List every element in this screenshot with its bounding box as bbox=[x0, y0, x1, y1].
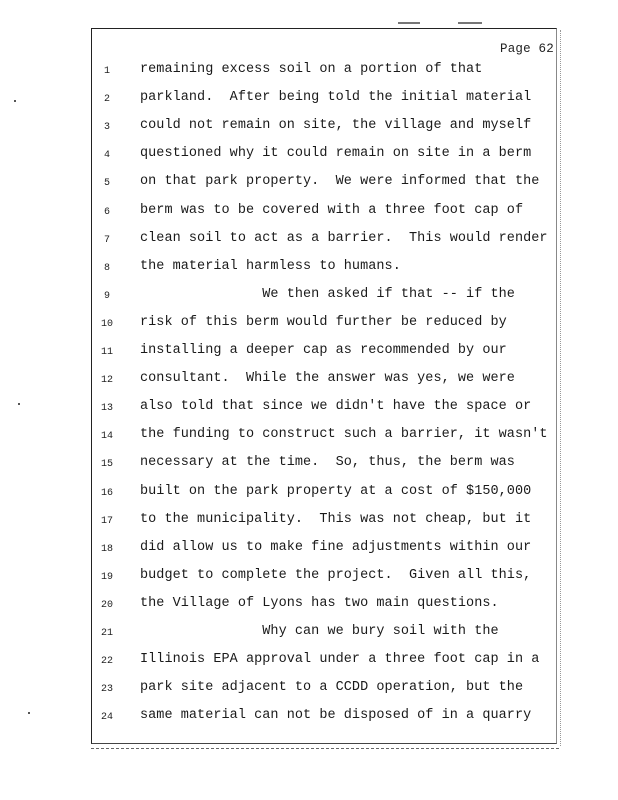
transcript-line bbox=[0, 455, 618, 475]
transcript-line bbox=[0, 371, 618, 391]
line-number: 11 bbox=[100, 347, 113, 358]
line-text: on that park property. We were informed that the bbox=[140, 174, 540, 190]
line-text: clean soil to act as a barrier. This would render bbox=[140, 230, 548, 246]
line-text: budget to complete the project. Given all this, bbox=[140, 567, 532, 583]
transcript-line bbox=[0, 174, 618, 194]
line-number: 20 bbox=[100, 599, 113, 611]
line-number: 24 bbox=[100, 712, 113, 724]
transcript-line bbox=[0, 484, 618, 504]
line-text: the funding to construct such a barrier, it wasn't bbox=[140, 427, 548, 443]
line-number: 13 bbox=[100, 403, 113, 415]
scan-mark-top-left bbox=[398, 22, 420, 24]
transcript-line bbox=[0, 399, 618, 419]
transcript-line bbox=[0, 90, 618, 110]
transcript-line bbox=[0, 680, 618, 700]
transcript-line bbox=[0, 62, 618, 82]
line-text: questioned why it could remain on site in a berm bbox=[140, 146, 532, 162]
line-number: 14 bbox=[100, 431, 113, 443]
line-number: 22 bbox=[100, 656, 113, 668]
transcript-line bbox=[0, 343, 618, 363]
transcript-line bbox=[0, 652, 618, 672]
line-number: 21 bbox=[100, 628, 113, 639]
line-number: 23 bbox=[100, 684, 113, 696]
line-number: 16 bbox=[100, 487, 113, 499]
line-text: We then asked if that -- if the bbox=[140, 286, 515, 302]
line-text: parkland. After being told the initial material bbox=[140, 90, 532, 106]
transcript-line bbox=[0, 512, 618, 532]
line-text: did allow us to make fine adjustments within our bbox=[140, 539, 532, 555]
line-text: same material can not be disposed of in a quarry bbox=[140, 708, 532, 724]
page-bottom-rule bbox=[91, 748, 559, 749]
line-text: built on the park property at a cost of $150,000 bbox=[140, 483, 532, 499]
line-text: the material harmless to humans. bbox=[140, 258, 401, 274]
transcript-line bbox=[0, 596, 618, 616]
line-number: 7 bbox=[103, 234, 110, 246]
line-text: Why can we bury soil with the bbox=[140, 624, 499, 639]
line-number: 4 bbox=[103, 150, 110, 162]
line-number: 2 bbox=[103, 94, 110, 106]
line-text: the Village of Lyons has two main questions. bbox=[140, 595, 499, 611]
line-text: risk of this berm would further be reduced by bbox=[140, 314, 507, 330]
line-number: 17 bbox=[100, 515, 113, 527]
line-number: 1 bbox=[103, 66, 110, 77]
line-text: necessary at the time. So, thus, the berm was bbox=[140, 455, 515, 471]
line-number: 18 bbox=[100, 543, 113, 555]
line-number: 8 bbox=[103, 262, 110, 274]
line-text: park site adjacent to a CCDD operation, but the bbox=[140, 680, 524, 696]
line-text: to the municipality. This was not cheap, but it bbox=[140, 511, 532, 527]
line-number: 15 bbox=[100, 459, 113, 471]
transcript-line bbox=[0, 568, 618, 588]
line-text: berm was to be covered with a three foot cap of bbox=[140, 202, 524, 218]
line-text: Illinois EPA approval under a three foot cap in a bbox=[140, 652, 540, 668]
transcript-line bbox=[0, 287, 618, 307]
line-text: installing a deeper cap as recommended by our bbox=[140, 343, 507, 358]
transcript-line bbox=[0, 624, 618, 644]
line-number: 3 bbox=[103, 122, 110, 134]
line-number: 6 bbox=[103, 206, 110, 218]
transcript-line bbox=[0, 708, 618, 728]
line-number: 12 bbox=[100, 375, 113, 387]
transcript-line bbox=[0, 315, 618, 335]
page-number: Page 62 bbox=[500, 42, 554, 56]
line-number: 9 bbox=[103, 290, 110, 302]
transcript-line bbox=[0, 540, 618, 560]
scan-mark-top-right bbox=[458, 22, 482, 24]
transcript-line bbox=[0, 427, 618, 447]
line-text: remaining excess soil on a portion of that bbox=[140, 62, 483, 77]
line-number: 19 bbox=[100, 571, 113, 583]
line-number: 5 bbox=[103, 178, 110, 190]
line-number: 10 bbox=[100, 318, 113, 330]
transcript-line bbox=[0, 118, 618, 138]
line-text: consultant. While the answer was yes, we were bbox=[140, 371, 515, 387]
line-text: could not remain on site, the village and myself bbox=[140, 118, 532, 134]
transcript-line bbox=[0, 259, 618, 279]
transcript-line bbox=[0, 146, 618, 166]
transcript-line bbox=[0, 231, 618, 251]
line-text: also told that since we didn't have the space or bbox=[140, 399, 532, 415]
transcript-line bbox=[0, 203, 618, 223]
